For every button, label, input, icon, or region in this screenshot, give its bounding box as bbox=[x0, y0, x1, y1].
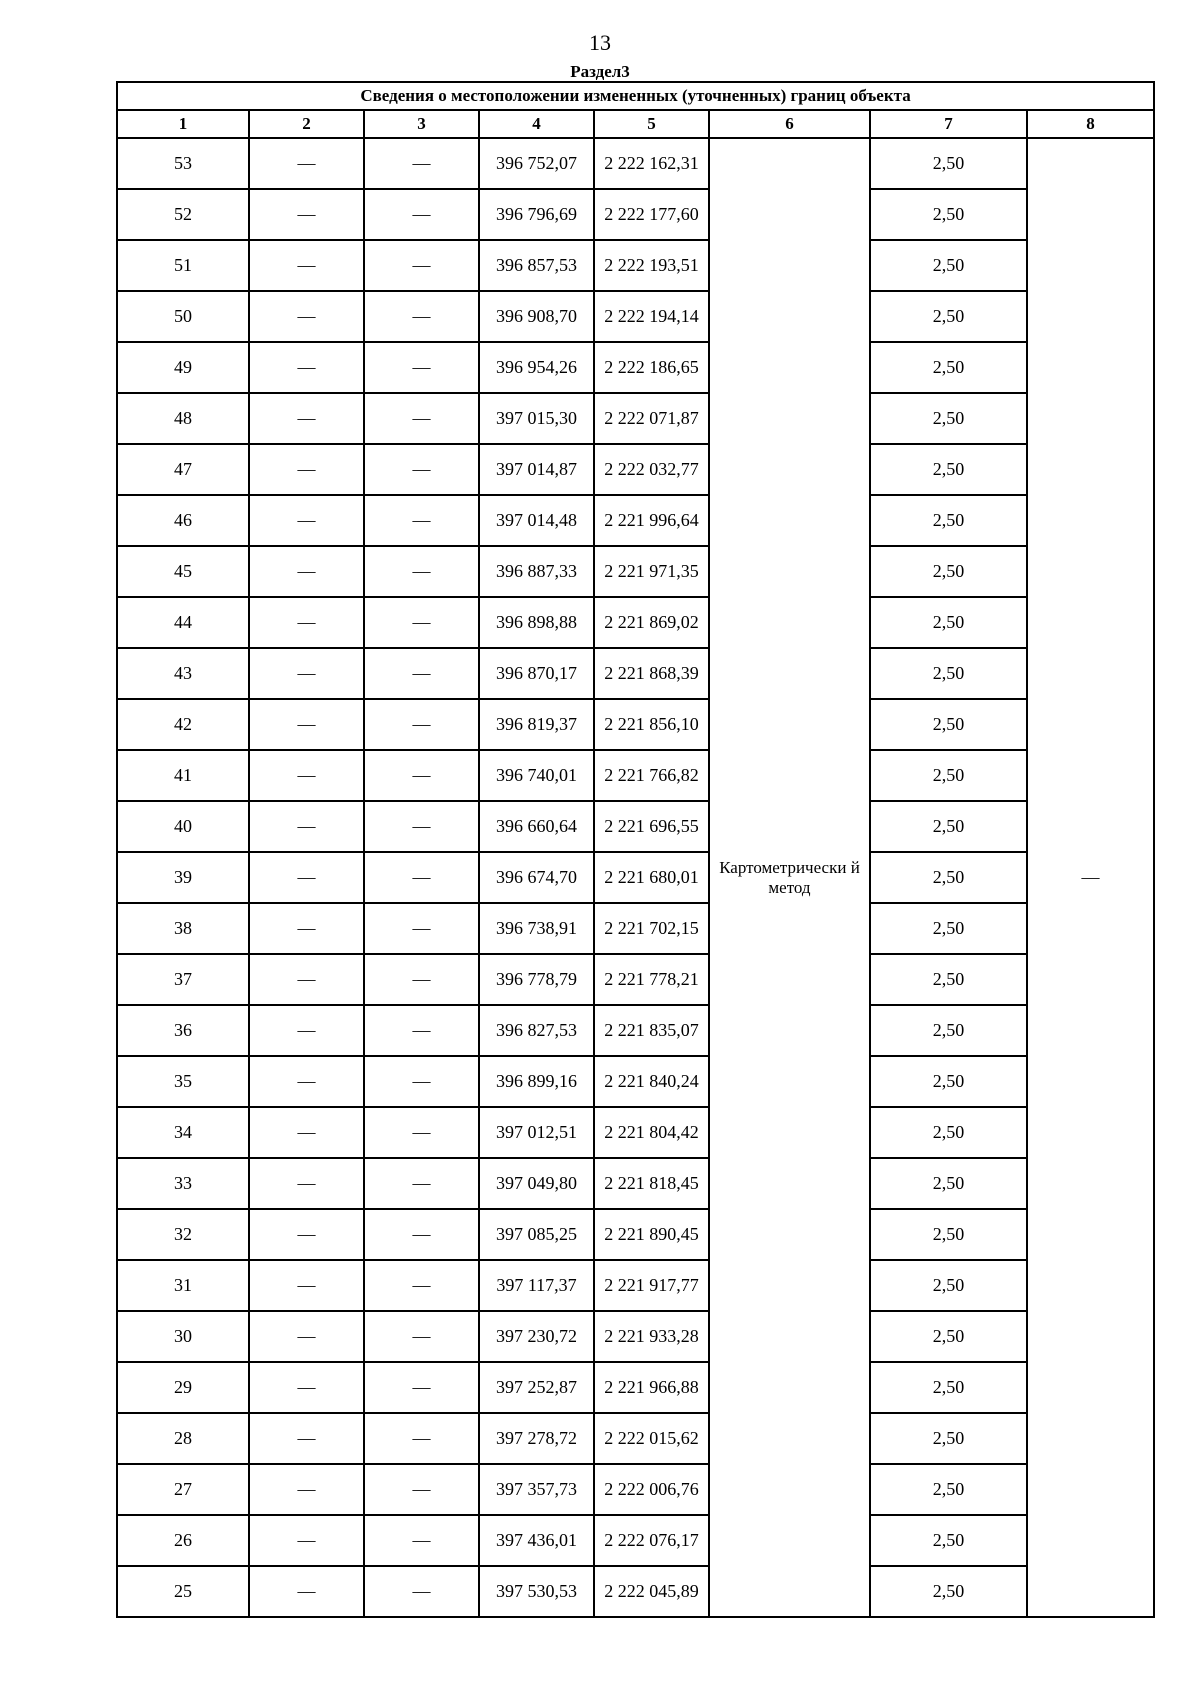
accuracy-cell: 2,50 bbox=[870, 342, 1027, 393]
y-coordinate-cell: 2 221 869,02 bbox=[594, 597, 709, 648]
x-coordinate-cell: 396 796,69 bbox=[479, 189, 594, 240]
y-coordinate-cell: 2 222 006,76 bbox=[594, 1464, 709, 1515]
y-coordinate-cell: 2 222 193,51 bbox=[594, 240, 709, 291]
column3-cell: — bbox=[364, 1311, 479, 1362]
column3-cell: — bbox=[364, 801, 479, 852]
table-row bbox=[117, 1005, 1154, 1056]
section-title: Раздел3 bbox=[570, 62, 630, 81]
accuracy-cell: 2,50 bbox=[870, 1311, 1027, 1362]
column2-cell: — bbox=[249, 393, 364, 444]
table-row bbox=[117, 1515, 1154, 1566]
y-coordinate-cell: 2 221 702,15 bbox=[594, 903, 709, 954]
y-coordinate-cell: 2 221 856,10 bbox=[594, 699, 709, 750]
y-coordinate-cell: 2 221 680,01 bbox=[594, 852, 709, 903]
column3-cell: — bbox=[364, 1413, 479, 1464]
column2-cell: — bbox=[249, 801, 364, 852]
column-header: 4 bbox=[479, 110, 594, 138]
column3-cell: — bbox=[364, 1464, 479, 1515]
column3-cell: — bbox=[364, 1158, 479, 1209]
column2-cell: — bbox=[249, 699, 364, 750]
point-number-cell: 34 bbox=[117, 1107, 249, 1158]
column3-cell: — bbox=[364, 1056, 479, 1107]
table-row bbox=[117, 699, 1154, 750]
y-coordinate-cell: 2 221 933,28 bbox=[594, 1311, 709, 1362]
column2-cell: — bbox=[249, 189, 364, 240]
table-row bbox=[117, 648, 1154, 699]
column2-cell: — bbox=[249, 240, 364, 291]
x-coordinate-cell: 396 857,53 bbox=[479, 240, 594, 291]
x-coordinate-cell: 396 827,53 bbox=[479, 1005, 594, 1056]
column-number-row bbox=[117, 110, 1154, 138]
y-coordinate-cell: 2 221 971,35 bbox=[594, 546, 709, 597]
point-number-cell: 53 bbox=[117, 138, 249, 189]
y-coordinate-cell: 2 222 162,31 bbox=[594, 138, 709, 189]
point-number-cell: 40 bbox=[117, 801, 249, 852]
accuracy-cell: 2,50 bbox=[870, 597, 1027, 648]
x-coordinate-cell: 397 012,51 bbox=[479, 1107, 594, 1158]
table-body bbox=[117, 138, 1154, 1617]
column-header: 7 bbox=[870, 110, 1027, 138]
column2-cell: — bbox=[249, 495, 364, 546]
point-number-cell: 51 bbox=[117, 240, 249, 291]
x-coordinate-cell: 397 436,01 bbox=[479, 1515, 594, 1566]
x-coordinate-cell: 396 819,37 bbox=[479, 699, 594, 750]
table-row bbox=[117, 240, 1154, 291]
column2-cell: — bbox=[249, 1464, 364, 1515]
column2-cell: — bbox=[249, 1107, 364, 1158]
accuracy-cell: 2,50 bbox=[870, 1362, 1027, 1413]
point-number-cell: 27 bbox=[117, 1464, 249, 1515]
column3-cell: — bbox=[364, 138, 479, 189]
point-number-cell: 31 bbox=[117, 1260, 249, 1311]
column2-cell: — bbox=[249, 546, 364, 597]
column2-cell: — bbox=[249, 1362, 364, 1413]
table-caption: Сведения о местоположении измененных (уточненных) границ объекта bbox=[117, 82, 1154, 110]
point-number-cell: 52 bbox=[117, 189, 249, 240]
column3-cell: — bbox=[364, 699, 479, 750]
accuracy-cell: 2,50 bbox=[870, 699, 1027, 750]
accuracy-cell: 2,50 bbox=[870, 444, 1027, 495]
column-header: 8 bbox=[1027, 110, 1154, 138]
table-row bbox=[117, 393, 1154, 444]
column2-cell: — bbox=[249, 903, 364, 954]
x-coordinate-cell: 397 252,87 bbox=[479, 1362, 594, 1413]
column3-cell: — bbox=[364, 1362, 479, 1413]
column3-cell: — bbox=[364, 852, 479, 903]
accuracy-cell: 2,50 bbox=[870, 546, 1027, 597]
point-number-cell: 28 bbox=[117, 1413, 249, 1464]
x-coordinate-cell: 396 898,88 bbox=[479, 597, 594, 648]
accuracy-cell: 2,50 bbox=[870, 801, 1027, 852]
x-coordinate-cell: 396 778,79 bbox=[479, 954, 594, 1005]
column2-cell: — bbox=[249, 1158, 364, 1209]
y-coordinate-cell: 2 222 076,17 bbox=[594, 1515, 709, 1566]
x-coordinate-cell: 396 954,26 bbox=[479, 342, 594, 393]
column2-cell: — bbox=[249, 1413, 364, 1464]
column3-cell: — bbox=[364, 954, 479, 1005]
point-number-cell: 49 bbox=[117, 342, 249, 393]
y-coordinate-cell: 2 222 071,87 bbox=[594, 393, 709, 444]
point-number-cell: 30 bbox=[117, 1311, 249, 1362]
x-coordinate-cell: 396 738,91 bbox=[479, 903, 594, 954]
accuracy-cell: 2,50 bbox=[870, 1260, 1027, 1311]
table-row bbox=[117, 597, 1154, 648]
point-number-cell: 33 bbox=[117, 1158, 249, 1209]
accuracy-cell: 2,50 bbox=[870, 903, 1027, 954]
accuracy-cell: 2,50 bbox=[870, 954, 1027, 1005]
column2-cell: — bbox=[249, 648, 364, 699]
column3-cell: — bbox=[364, 1515, 479, 1566]
accuracy-cell: 2,50 bbox=[870, 1515, 1027, 1566]
column2-cell: — bbox=[249, 1056, 364, 1107]
table-row bbox=[117, 1413, 1154, 1464]
point-number-cell: 50 bbox=[117, 291, 249, 342]
accuracy-cell: 2,50 bbox=[870, 291, 1027, 342]
point-number-cell: 44 bbox=[117, 597, 249, 648]
column2-cell: — bbox=[249, 1566, 364, 1617]
y-coordinate-cell: 2 222 186,65 bbox=[594, 342, 709, 393]
column3-cell: — bbox=[364, 1260, 479, 1311]
accuracy-cell: 2,50 bbox=[870, 1413, 1027, 1464]
y-coordinate-cell: 2 221 890,45 bbox=[594, 1209, 709, 1260]
x-coordinate-cell: 396 674,70 bbox=[479, 852, 594, 903]
column-header: 3 bbox=[364, 110, 479, 138]
x-coordinate-cell: 397 357,73 bbox=[479, 1464, 594, 1515]
table-row bbox=[117, 291, 1154, 342]
column2-cell: — bbox=[249, 1311, 364, 1362]
point-number-cell: 25 bbox=[117, 1566, 249, 1617]
column3-cell: — bbox=[364, 189, 479, 240]
y-coordinate-cell: 2 221 996,64 bbox=[594, 495, 709, 546]
point-number-cell: 48 bbox=[117, 393, 249, 444]
table-row bbox=[117, 801, 1154, 852]
accuracy-cell: 2,50 bbox=[870, 1158, 1027, 1209]
table-row bbox=[117, 954, 1154, 1005]
column3-cell: — bbox=[364, 291, 479, 342]
accuracy-cell: 2,50 bbox=[870, 852, 1027, 903]
y-coordinate-cell: 2 221 835,07 bbox=[594, 1005, 709, 1056]
y-coordinate-cell: 2 222 045,89 bbox=[594, 1566, 709, 1617]
column-header: 1 bbox=[117, 110, 249, 138]
x-coordinate-cell: 396 899,16 bbox=[479, 1056, 594, 1107]
column2-cell: — bbox=[249, 852, 364, 903]
y-coordinate-cell: 2 222 194,14 bbox=[594, 291, 709, 342]
column8-cell: — bbox=[1027, 138, 1154, 1617]
accuracy-cell: 2,50 bbox=[870, 750, 1027, 801]
y-coordinate-cell: 2 221 868,39 bbox=[594, 648, 709, 699]
column2-cell: — bbox=[249, 342, 364, 393]
y-coordinate-cell: 2 222 177,60 bbox=[594, 189, 709, 240]
column3-cell: — bbox=[364, 1005, 479, 1056]
column2-cell: — bbox=[249, 1260, 364, 1311]
point-number-cell: 26 bbox=[117, 1515, 249, 1566]
accuracy-cell: 2,50 bbox=[870, 1056, 1027, 1107]
column2-cell: — bbox=[249, 1515, 364, 1566]
point-number-cell: 38 bbox=[117, 903, 249, 954]
point-number-cell: 45 bbox=[117, 546, 249, 597]
point-number-cell: 32 bbox=[117, 1209, 249, 1260]
column3-cell: — bbox=[364, 495, 479, 546]
column2-cell: — bbox=[249, 954, 364, 1005]
column3-cell: — bbox=[364, 1209, 479, 1260]
column-header: 2 bbox=[249, 110, 364, 138]
column2-cell: — bbox=[249, 1005, 364, 1056]
x-coordinate-cell: 396 870,17 bbox=[479, 648, 594, 699]
y-coordinate-cell: 2 221 696,55 bbox=[594, 801, 709, 852]
column3-cell: — bbox=[364, 342, 479, 393]
column2-cell: — bbox=[249, 444, 364, 495]
column3-cell: — bbox=[364, 546, 479, 597]
column3-cell: — bbox=[364, 444, 479, 495]
table-row bbox=[117, 1311, 1154, 1362]
boundary-table bbox=[116, 81, 1155, 1618]
y-coordinate-cell: 2 222 032,77 bbox=[594, 444, 709, 495]
x-coordinate-cell: 397 015,30 bbox=[479, 393, 594, 444]
column-header: 5 bbox=[594, 110, 709, 138]
column3-cell: — bbox=[364, 1107, 479, 1158]
column-header: 6 bbox=[709, 110, 870, 138]
table-row bbox=[117, 1107, 1154, 1158]
table-row bbox=[117, 495, 1154, 546]
y-coordinate-cell: 2 221 804,42 bbox=[594, 1107, 709, 1158]
table-row bbox=[117, 138, 1154, 189]
point-number-cell: 41 bbox=[117, 750, 249, 801]
table-row bbox=[117, 750, 1154, 801]
y-coordinate-cell: 2 221 840,24 bbox=[594, 1056, 709, 1107]
y-coordinate-cell: 2 221 766,82 bbox=[594, 750, 709, 801]
accuracy-cell: 2,50 bbox=[870, 1464, 1027, 1515]
x-coordinate-cell: 396 660,64 bbox=[479, 801, 594, 852]
point-number-cell: 43 bbox=[117, 648, 249, 699]
column3-cell: — bbox=[364, 1566, 479, 1617]
table-row bbox=[117, 444, 1154, 495]
table-row bbox=[117, 546, 1154, 597]
accuracy-cell: 2,50 bbox=[870, 1107, 1027, 1158]
table-row bbox=[117, 852, 1154, 903]
accuracy-cell: 2,50 bbox=[870, 1209, 1027, 1260]
method-cell: Картометрически й метод bbox=[709, 138, 870, 1617]
table-row bbox=[117, 1209, 1154, 1260]
column3-cell: — bbox=[364, 750, 479, 801]
boundary-table-container bbox=[116, 81, 1155, 1618]
column3-cell: — bbox=[364, 597, 479, 648]
page-number: 13 bbox=[589, 30, 611, 55]
x-coordinate-cell: 396 887,33 bbox=[479, 546, 594, 597]
y-coordinate-cell: 2 221 966,88 bbox=[594, 1362, 709, 1413]
accuracy-cell: 2,50 bbox=[870, 1566, 1027, 1617]
x-coordinate-cell: 397 049,80 bbox=[479, 1158, 594, 1209]
point-number-cell: 47 bbox=[117, 444, 249, 495]
column2-cell: — bbox=[249, 750, 364, 801]
point-number-cell: 42 bbox=[117, 699, 249, 750]
x-coordinate-cell: 396 908,70 bbox=[479, 291, 594, 342]
x-coordinate-cell: 397 230,72 bbox=[479, 1311, 594, 1362]
column2-cell: — bbox=[249, 1209, 364, 1260]
table-row bbox=[117, 342, 1154, 393]
accuracy-cell: 2,50 bbox=[870, 648, 1027, 699]
accuracy-cell: 2,50 bbox=[870, 495, 1027, 546]
x-coordinate-cell: 397 014,87 bbox=[479, 444, 594, 495]
table-row bbox=[117, 1362, 1154, 1413]
y-coordinate-cell: 2 221 917,77 bbox=[594, 1260, 709, 1311]
x-coordinate-cell: 397 014,48 bbox=[479, 495, 594, 546]
table-row bbox=[117, 1464, 1154, 1515]
point-number-cell: 46 bbox=[117, 495, 249, 546]
point-number-cell: 36 bbox=[117, 1005, 249, 1056]
column3-cell: — bbox=[364, 648, 479, 699]
table-row bbox=[117, 1056, 1154, 1107]
y-coordinate-cell: 2 221 778,21 bbox=[594, 954, 709, 1005]
column3-cell: — bbox=[364, 393, 479, 444]
point-number-cell: 29 bbox=[117, 1362, 249, 1413]
y-coordinate-cell: 2 221 818,45 bbox=[594, 1158, 709, 1209]
point-number-cell: 37 bbox=[117, 954, 249, 1005]
column2-cell: — bbox=[249, 138, 364, 189]
table-row bbox=[117, 903, 1154, 954]
point-number-cell: 35 bbox=[117, 1056, 249, 1107]
table-row bbox=[117, 189, 1154, 240]
x-coordinate-cell: 397 278,72 bbox=[479, 1413, 594, 1464]
column2-cell: — bbox=[249, 597, 364, 648]
accuracy-cell: 2,50 bbox=[870, 393, 1027, 444]
column3-cell: — bbox=[364, 240, 479, 291]
x-coordinate-cell: 396 740,01 bbox=[479, 750, 594, 801]
table-row bbox=[117, 1566, 1154, 1617]
point-number-cell: 39 bbox=[117, 852, 249, 903]
table-row bbox=[117, 1158, 1154, 1209]
accuracy-cell: 2,50 bbox=[870, 240, 1027, 291]
x-coordinate-cell: 397 085,25 bbox=[479, 1209, 594, 1260]
column3-cell: — bbox=[364, 903, 479, 954]
accuracy-cell: 2,50 bbox=[870, 189, 1027, 240]
x-coordinate-cell: 397 530,53 bbox=[479, 1566, 594, 1617]
x-coordinate-cell: 396 752,07 bbox=[479, 138, 594, 189]
accuracy-cell: 2,50 bbox=[870, 138, 1027, 189]
x-coordinate-cell: 397 117,37 bbox=[479, 1260, 594, 1311]
column2-cell: — bbox=[249, 291, 364, 342]
table-row bbox=[117, 1260, 1154, 1311]
accuracy-cell: 2,50 bbox=[870, 1005, 1027, 1056]
y-coordinate-cell: 2 222 015,62 bbox=[594, 1413, 709, 1464]
